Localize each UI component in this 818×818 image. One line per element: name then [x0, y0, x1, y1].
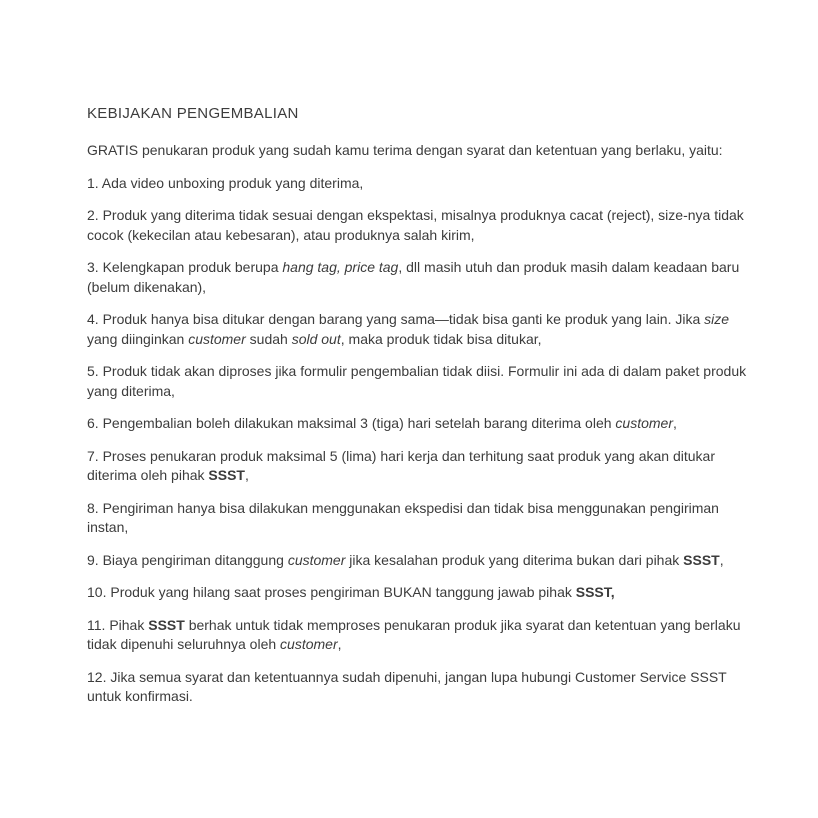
text-run: 1. Ada video unboxing produk yang diterima,: [87, 174, 364, 191]
policy-item-5: [87, 362, 763, 401]
return-policy-document: [87, 104, 763, 707]
text-run: 12. Jika semua syarat dan ketentuannya sudah dipenuhi, jangan lupa hubungi Customer Service SSST untuk konfirmasi.: [87, 668, 727, 704]
text-run: 11. Pihak: [87, 616, 149, 633]
text-run: berhak untuk tidak memproses penukaran produk jika syarat dan ketentuan yang berlaku tidak dipenuhi seluruhnya oleh: [87, 616, 741, 652]
text-run: SSST: [208, 467, 245, 483]
policy-item-12: [87, 668, 763, 707]
text-run: sold out: [291, 330, 341, 347]
policy-item-10: [87, 583, 763, 603]
policy-item-11: [87, 616, 763, 655]
policy-item-9: [87, 551, 763, 571]
text-run: , dll masih utuh dan produk masih dalam keadaan baru (belum dikenakan),: [87, 259, 740, 295]
policy-item-3: [87, 258, 763, 297]
policy-item-8: [87, 499, 763, 538]
text-run: 10. Produk yang hilang saat proses pengiriman BUKAN tanggung jawab pihak: [87, 584, 576, 600]
text-run: 5. Produk tidak akan diproses jika formulir pengembalian tidak diisi. Formulir ini ada di dalam paket produk yang diterima,: [87, 363, 747, 399]
policy-item-4: [87, 310, 763, 349]
text-run: customer: [188, 330, 246, 347]
text-run: jika kesalahan produk yang diterima bukan dari pihak: [345, 551, 684, 568]
text-run: customer: [287, 551, 346, 568]
text-run: 7. Proses penukaran produk maksimal 5 (lima) hari kerja dan terhitung saat produk yang akan ditukar diterima oleh pihak: [87, 447, 715, 483]
text-run: customer: [280, 636, 338, 652]
text-run: SSST: [683, 551, 720, 568]
text-run: hang tag, price tag: [282, 259, 399, 275]
text-run: ,: [673, 415, 677, 431]
text-run: size: [704, 311, 730, 327]
text-run: SSST: [148, 616, 185, 633]
text-run: ,: [719, 551, 724, 568]
policy-item-1: [87, 174, 763, 194]
text-run: 2. Produk yang diterima tidak sesuai dengan ekspektasi, misalnya produknya cacat (reject), size-nya tidak cocok (kekecilan atau kebesaran), atau produknya salah kirim,: [87, 207, 744, 243]
text-run: 6. Pengembalian boleh dilakukan maksimal 3 (tiga) hari setelah barang diterima oleh: [87, 415, 616, 431]
text-run: 3. Kelengkapan produk berupa: [87, 259, 283, 275]
text-run: ,: [337, 636, 342, 652]
policy-item-6: [87, 414, 763, 434]
text-run: , maka produk tidak bisa ditukar,: [340, 330, 542, 347]
policy-title: KEBIJAKAN PENGEMBALIAN: [87, 105, 299, 122]
text-run: yang diinginkan: [87, 330, 189, 347]
policy-intro: GRATIS penukaran produk yang sudah kamu terima dengan syarat dan ketentuan yang berlaku, yaitu:: [87, 142, 723, 158]
policy-item-7: [87, 447, 763, 486]
text-run: ,: [244, 467, 249, 483]
text-run: 4. Produk hanya bisa ditukar dengan barang yang sama—tidak bisa ganti ke produk yang lain. Jika: [87, 311, 705, 327]
text-run: customer: [615, 415, 673, 431]
text-run: 9. Biaya pengiriman ditanggung: [87, 551, 288, 568]
text-run: SSST,: [575, 584, 615, 600]
text-run: 8. Pengiriman hanya bisa dilakukan menggunakan ekspedisi dan tidak bisa menggunakan pengiriman instan,: [87, 499, 719, 535]
text-run: sudah: [245, 330, 292, 347]
policy-items: [87, 174, 763, 707]
policy-item-2: [87, 206, 763, 245]
